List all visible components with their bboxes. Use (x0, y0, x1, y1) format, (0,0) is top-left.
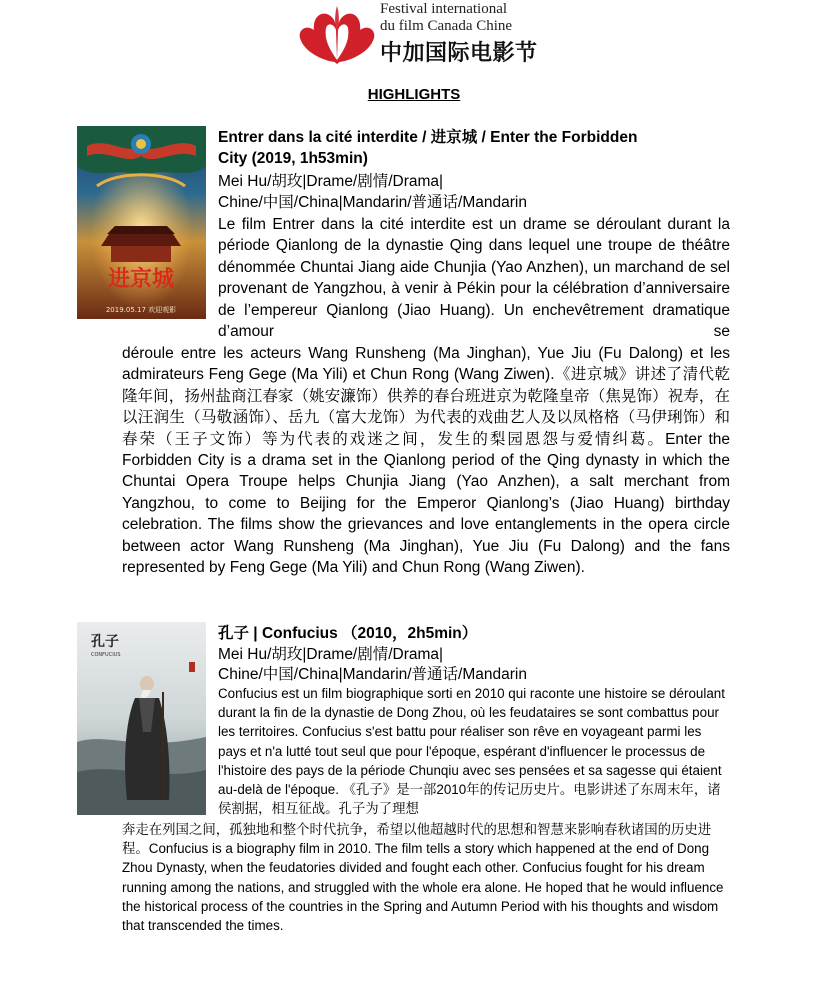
festival-name-line2: du film Canada Chine (380, 18, 513, 34)
film-country-line: Chine/中国/China|Mandarin/普通话/Mandarin (218, 666, 527, 683)
section-title: HIGHLIGHTS (367, 86, 461, 103)
festival-header (294, 0, 544, 68)
poster-date-text: 2019.05.17 欢迎观影 (105, 306, 177, 314)
film-country-line: Chine/中国/China|Mandarin/普通话/Mandarin (218, 194, 527, 211)
poster-subtitle-text: CONFUCIUS (91, 652, 121, 658)
film-description-part2: déroule entre les acteurs Wang Runsheng (Ma Jinghan), Yue Jiu (Fu Dalong) et les admirateurs Feng Gege (Ma Yili) et Chun Rong (Wang Ziwen).《进京城》讲述了清代乾隆年间，扬州盐商江春家（姚安濂饰）供养的春台班进京为乾隆皇帝（焦晃饰）祝寿，在以汪润生（马敬涵饰）、岳九（富大龙饰）为代表的戏曲艺人及以凤格格（马伊琍饰）和春荣（王子文饰）等为代表的戏迷之间，发生的梨园恩怨与爱情纠葛。Enter the Forbidden City is a drama set in the Qianlong period of the Qing dynasty in which the Chuntai Opera Troupe helps Chunjia Jiang (Yao Anzhen), a salt merchant from Yangzhou, to come to Beijing for the Emperor Qianlong’s (Jiao Huang) birthday celebration. The films show the grievances and love entanglements in the opera circle between actor Wang Runsheng (Ma Jinghan), Yue Jiu (Fu Dalong) and the fans represented by Feng Gege (Ma Yili) and Chun Rong (Wang Ziwen). (122, 345, 730, 577)
film-director-line: Mei Hu/胡玫|Drame/剧情/Drama| (218, 646, 444, 663)
film-poster-confucius (77, 622, 206, 815)
festival-name-chinese: 中加国际电影节 (380, 41, 538, 66)
poster-title-text: 孔子 (91, 634, 119, 650)
film-description-part1: Confucius est un film biographique sorti en 2010 qui raconte une histoire se déroulant durant la fin de la dynastie de Dong Zhou, où les feudataires se sont combattus pour les territoires. Confucius s'est battu pour réaliser son rêve en voyageant parmi les pays et n'a lutté tout seul que pour l'époque, espérant d'influencer le processus de l'histoire des pays de la période Chunqiu avec ses pensées et sa sagesse qui étaient au-delà de l'époque. 《孔子》是一部2010年的传记历史片。电影讲述了东周末年，诸侯割据，相互征战。孔子为了理想 (218, 686, 725, 817)
film-title-line1: Entrer dans la cité interdite / 进京城 / Enter the Forbidden (218, 129, 638, 146)
film-poster-forbidden-city (77, 126, 206, 319)
film-description-part2: 奔走在列国之间，孤独地和整个时代抗争，希望以他超越时代的思想和智慧来影响春秋诸国的历史进程。Confucius is a biography film in 2010. The film tells a story which happened at the end of Dong Zhou Dynasty, when the feudatories divided and fought each other. Confucius fought for his dream running among the nations, and struggled with the whole era alone. He hoped that he would influence the historical process of the countries in the Spring and Autumn Period with his thoughts and wisdom that transcended the times. (122, 822, 724, 934)
festival-name-line1: Festival international (380, 1, 508, 17)
film-director-line: Mei Hu/胡玫|Drame/剧情/Drama| (218, 173, 444, 190)
film-title-line1: 孔子 | Confucius （2010，2h5min） (218, 625, 478, 642)
film-description-part1: Le film Entrer dans la cité interdite est un drame se déroulant durant la période Qianlong de la dynastie Qing dans lequel une troupe de théâtre dénommée Chuntai Jiang aide Chunjia (Yao Anzhen), un marchand de sel provenant de Yangzhou, à venir à Pékin pour la célébration d’anniversaire de l’empereur Qianlong (Jiao Huang). Un enchevêtrement dramatique d’amour se (218, 216, 730, 341)
poster-title-text: 进京城 (107, 267, 175, 292)
festival-flower-logo (294, 4, 380, 66)
film-title-line2: City (2019, 1h53min) (218, 150, 368, 167)
